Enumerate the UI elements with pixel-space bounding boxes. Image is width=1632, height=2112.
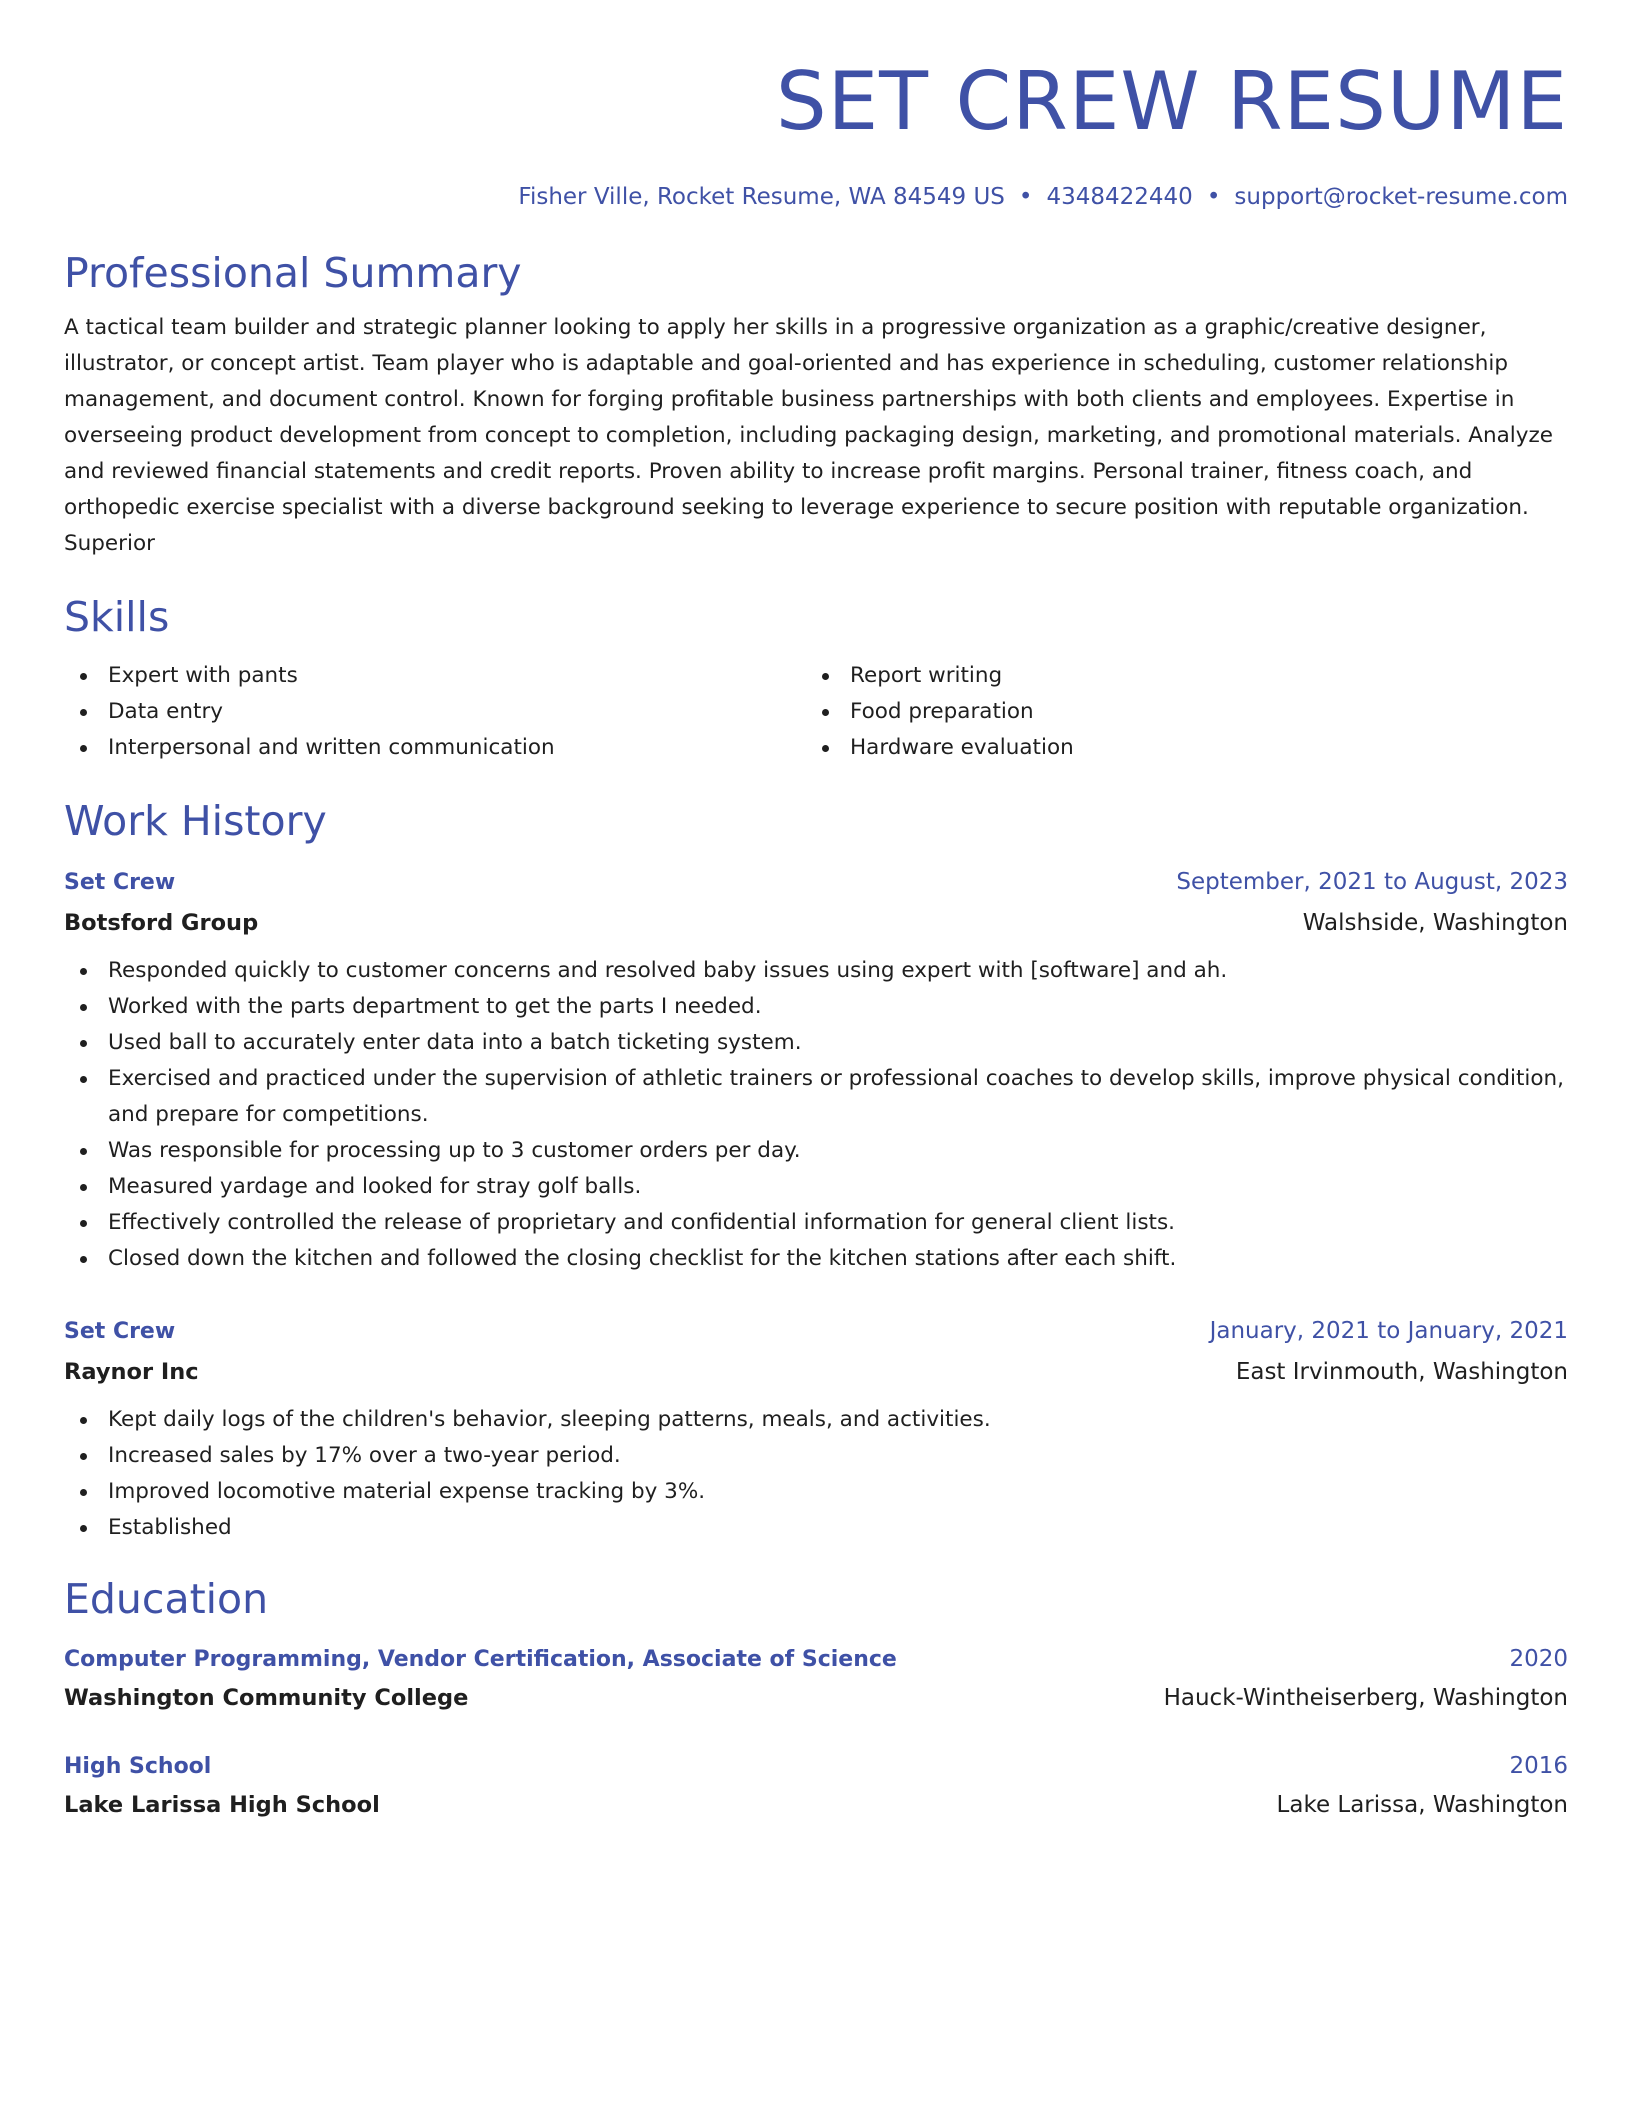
job-company-row: [64, 1352, 1568, 1392]
contact-phone: 4348422440: [1046, 184, 1193, 210]
education-degree: High School: [64, 1754, 212, 1779]
skills-column-left: [64, 658, 806, 766]
job-dates: January, 2021 to January, 2021: [1209, 1318, 1568, 1344]
job-bullet: Exercised and practiced under the supervision of athletic trainers or professional coaches to develop skills, improve physical condition, and prepare for competitions.: [64, 1061, 1568, 1133]
skill-item: Data entry: [64, 694, 806, 730]
job-bullets: [64, 1402, 1568, 1546]
resume-page: [64, 52, 1568, 1824]
job-bullet: Kept daily logs of the children's behavior, sleeping patterns, meals, and activities.: [64, 1402, 1568, 1438]
job-location: Walshside, Washington: [1302, 910, 1568, 936]
education-school-row: [64, 1786, 1568, 1824]
skill-item: Food preparation: [806, 694, 1548, 730]
education-location: Hauck-Wintheiserberg, Washington: [1163, 1685, 1568, 1711]
contact-address: Fisher Ville, Rocket Resume, WA 84549 US: [518, 184, 1005, 210]
job-role: Set Crew: [64, 870, 176, 895]
contact-separator: •: [1206, 184, 1221, 210]
education-school-row: [64, 1679, 1568, 1717]
summary-text: A tactical team builder and strategic planner looking to apply her skills in a progressive organization as a graphic/creative designer, illustrator, or concept artist. Team player who is adaptable and goal-oriented and has experience in scheduling, customer relationship management, and document control. Known for forging profitable business partnerships with both clients and employees. Expertise in overseeing product development from concept to completion, including packaging design, marketing, and promotional materials. Analyze and reviewed financial statements and credit reports. Proven ability to increase profit margins. Personal trainer, fitness coach, and orthopedic exercise specialist with a diverse background seeking to leverage experience to secure position with reputable organization. Superior: [64, 315, 1553, 556]
job-header-row: [64, 862, 1568, 903]
job-bullet: Responded quickly to customer concerns and resolved baby issues using expert with [software] and ah.: [64, 953, 1568, 989]
resume-name: SET CREW RESUME: [775, 55, 1568, 148]
job-bullet: Was responsible for processing up to 3 customer orders per day.: [64, 1133, 1568, 1169]
skill-item: Interpersonal and written communication: [64, 730, 806, 766]
skill-item: Expert with pants: [64, 658, 806, 694]
skill-item: Report writing: [806, 658, 1548, 694]
skills-column-right: [806, 658, 1548, 766]
job-company-row: [64, 903, 1568, 943]
education-entry: [64, 1747, 1568, 1824]
contact-separator: •: [1018, 184, 1033, 210]
skills-list: [64, 658, 1568, 766]
education-header-row: [64, 1640, 1568, 1679]
education-entry: [64, 1640, 1568, 1717]
job-dates: September, 2021 to August, 2023: [1176, 869, 1568, 895]
education-location: Lake Larissa, Washington: [1276, 1792, 1568, 1818]
education-school: Lake Larissa High School: [64, 1792, 380, 1818]
education-school: Washington Community College: [64, 1685, 469, 1711]
education-year: 2016: [1509, 1753, 1568, 1779]
job-entry: [64, 862, 1568, 1277]
job-role: Set Crew: [64, 1319, 176, 1344]
job-bullet: Established: [64, 1510, 1568, 1546]
job-bullet: Used ball to accurately enter data into a batch ticketing system.: [64, 1025, 1568, 1061]
education-heading: Education: [64, 1575, 269, 1623]
job-company: Botsford Group: [64, 910, 259, 936]
contact-email[interactable]: support@rocket-resume.com: [1234, 184, 1568, 210]
job-bullet: Effectively controlled the release of proprietary and confidential information for general client lists.: [64, 1205, 1568, 1241]
job-bullet: Increased sales by 17% over a two-year period.: [64, 1438, 1568, 1474]
skill-item: Hardware evaluation: [806, 730, 1548, 766]
job-entry: [64, 1311, 1568, 1546]
education-year: 2020: [1509, 1646, 1568, 1672]
education-degree: Computer Programming, Vendor Certification, Associate of Science: [64, 1647, 897, 1672]
job-bullet: Worked with the parts department to get the parts I needed.: [64, 989, 1568, 1025]
job-location: East Irvinmouth, Washington: [1235, 1359, 1568, 1385]
job-bullet: Closed down the kitchen and followed the closing checklist for the kitchen stations after each shift.: [64, 1241, 1568, 1277]
job-bullet: Improved locomotive material expense tracking by 3%.: [64, 1474, 1568, 1510]
job-company: Raynor Inc: [64, 1359, 199, 1385]
job-bullets: [64, 953, 1568, 1277]
work-history-heading: Work History: [64, 797, 327, 845]
summary-heading: Professional Summary: [64, 249, 522, 297]
job-header-row: [64, 1311, 1568, 1352]
job-bullet: Measured yardage and looked for stray golf balls.: [64, 1169, 1568, 1205]
education-header-row: [64, 1747, 1568, 1786]
contact-line: [64, 182, 1568, 212]
skills-heading: Skills: [64, 593, 170, 641]
